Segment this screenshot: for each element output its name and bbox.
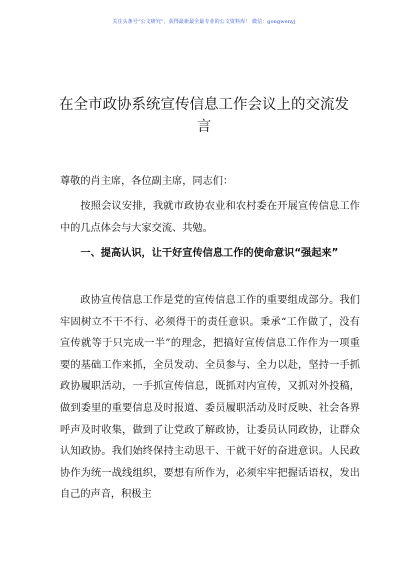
section-heading-1: 一、提高认识，让干好宣传信息工作的使命意识“强起来”	[80, 248, 339, 259]
section-1-body: 政协宣传信息工作是党的宣传信息工作的重要组成部分。我们牢固树立不干不行、必须得干的责任意识。秉承“工作做了，没有宣传就等于只完成一半”的理念，把搞好宣传信息工作作为一项重要的基础工作来抓，全员发动、全员参与、全力以赴，坚持一手抓政协履职活动，一手抓宣传信息，既抓对内宣传，又抓对外投稿，做到委里的重要信息及时报道、委员履职活动及时反映、社会各界呼声及时收集，做到了让党政了解政协，让委员认同政协，让群众认知政协。我们始终保持主动思干、干就干好的奋进意识。人民政协作为统一战线组织，要想有所作为，必须牢牢把握话语权，发出自己的声音，积极主	[60, 295, 360, 501]
intro-paragraph: 按照会议安排，我就市政协农业和农村委在开展宣传信息工作中的几点体会与大家交流、共勉。	[60, 201, 360, 234]
header-banner: 关注头条号“公文研究”，获得最新最全最专业的公文资料库！ 微信：gongwenyj	[112, 19, 296, 25]
salutation: 尊敬的肖主席，各位副主席，同志们：	[60, 176, 234, 187]
document-title: 在全市政协系统宣传信息工作会议上的交流发言	[59, 97, 349, 135]
